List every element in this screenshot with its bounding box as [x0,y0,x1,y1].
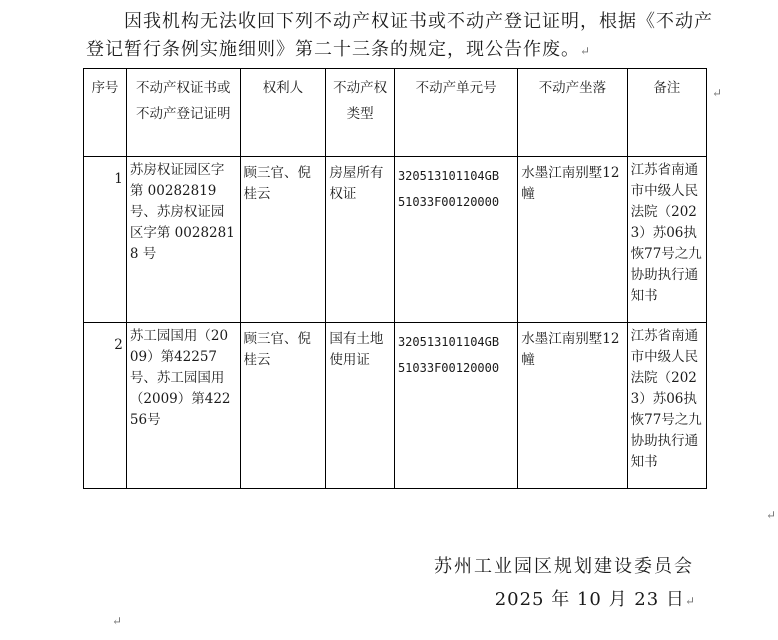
certificate-table [83,68,707,489]
header-type: 不动产权类型 [326,69,395,157]
table-header-row [84,69,707,157]
cell-unit-line2: 51033F00120000 [397,361,500,375]
paragraph-mark-icon: ↵ [684,594,696,608]
table-row [84,157,707,323]
notice-text: 因我机构无法收回下列不动产权证书或不动产登记证明，根据《不动产登记暂行条例实施细则》第二十三条的规定，现公告作废。 [86,11,713,60]
header-location: 不动产坐落 [518,69,627,157]
cell-unit [394,157,517,323]
header-unit: 不动产单元号 [394,69,517,157]
cell-location: 水墨江南别墅12幢 [518,323,627,489]
cell-seq: 1 [84,157,127,323]
signature-date-text: 2025 年 10 月 23 日 [494,589,685,610]
cell-seq: 2 [84,323,127,489]
cell-owner: 顾三官、倪桂云 [240,157,326,323]
cell-location: 水墨江南别墅12幢 [518,157,627,323]
signature-date [495,585,696,611]
cell-cert: 苏房权证园区字第 00282819 号、苏房权证园区字第 00282818 号 [126,157,240,323]
cell-type: 国有土地使用证 [326,323,395,489]
notice-paragraph [86,8,726,65]
header-note: 备注 [627,69,706,157]
paragraph-mark-icon: ↵ [580,44,592,58]
cell-note: 江苏省南通市中级人民法院（2023）苏06执恢77号之九协助执行通知书 [627,157,706,323]
paragraph-mark-icon: ↵ [112,614,123,628]
cell-type: 房屋所有权证 [326,157,395,323]
cell-unit-line2: 51033F00120000 [397,195,500,209]
cell-unit [394,323,517,489]
header-owner: 权利人 [240,69,326,157]
paragraph-mark-icon: ↵ [712,86,723,100]
cell-cert: 苏工园国用（2009）第42257号、苏工园国用（2009）第42256号 [126,323,240,489]
cell-note: 江苏省南通市中级人民法院（2023）苏06执恢77号之九协助执行通知书 [627,323,706,489]
paragraph-mark-icon: ↵ [766,508,777,522]
header-seq: 序号 [84,69,127,157]
cell-unit-line1: 320513101104GB [397,335,500,349]
signature-org: 苏州工业园区规划建设委员会 [434,556,694,577]
cell-owner: 顾三官、倪桂云 [240,323,326,489]
header-cert: 不动产权证书或不动产登记证明 [126,69,240,157]
cell-unit-line1: 320513101104GB [397,169,500,183]
table-row [84,323,707,489]
